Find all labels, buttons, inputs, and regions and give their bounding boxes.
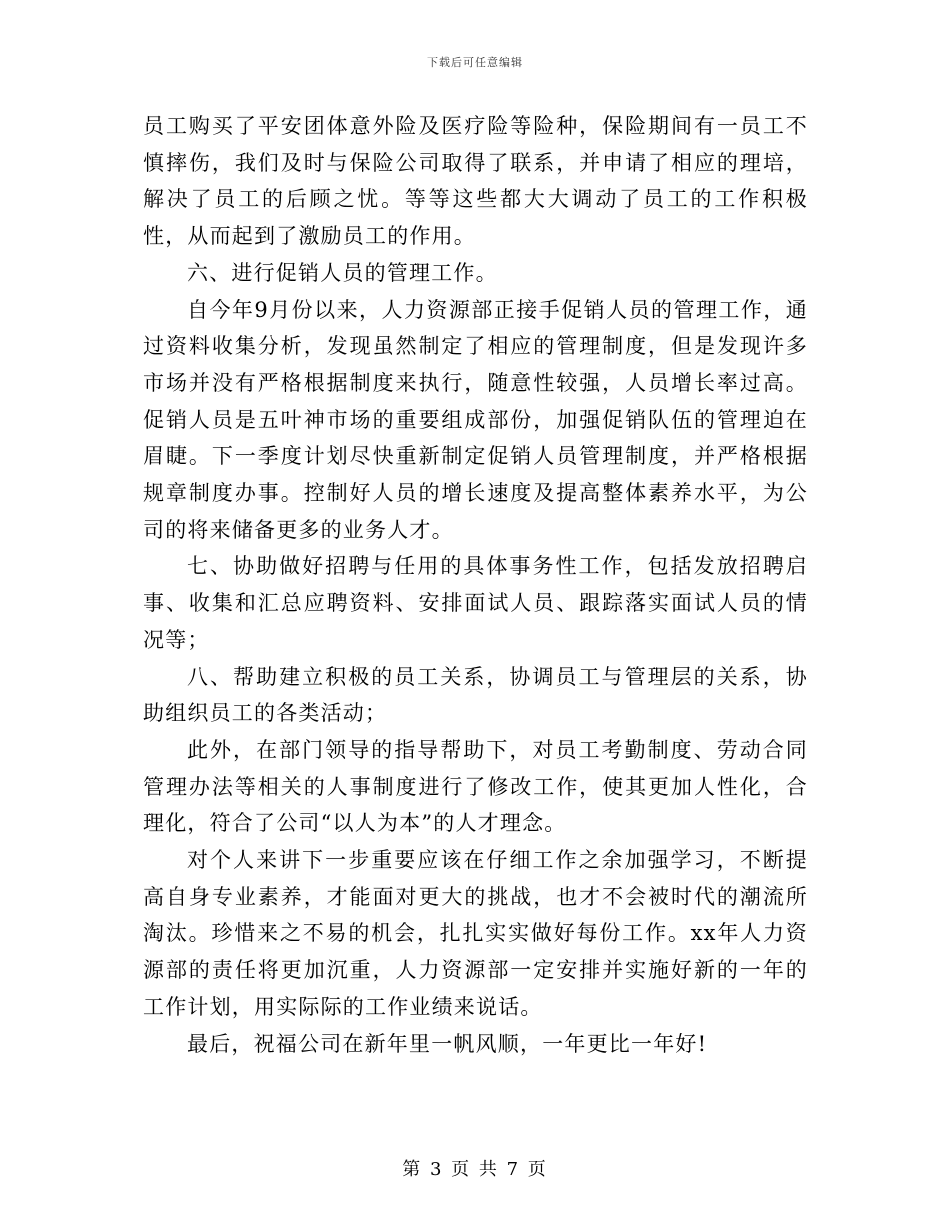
section-item-7: 七、协助做好招聘与任用的具体事务性工作，包括发放招聘启事、收集和汇总应聘资料、安排面试人员、跟踪落实面试人员的情况等； [143, 554, 808, 652]
document-body [143, 108, 808, 1062]
section-heading-6: 六、进行促销人员的管理工作。 [187, 260, 498, 285]
paragraph-promotion-staff: 自今年9月份以来，人力资源部正接手促销人员的管理工作，通过资料收集分析，发现虽然制定了相应的管理制度，但是发现许多市场并没有严格根据制度来执行，随意性较强，人员增长率过高。促销人员是五叶神市场的重要组成部份，加强促销队伍的管理迫在眉睫。下一季度计划尽快重新制定促销人员管理制度，并严格根据规章制度办事。控制好人员的增长速度及提高整体素养水平，为公司的将来储备更多的业务人才。 [143, 297, 808, 542]
paragraph-personal-plan: 对个人来讲下一步重要应该在仔细工作之余加强学习，不断提高自身专业素养，才能面对更大的挑战，也才不会被时代的潮流所淘汰。珍惜来之不易的机会，扎扎实实做好每份工作。xx年人力资源部的责任将更加沉重，人力资源部一定安排并实施好新的一年的工作计划，用实际际的工作业绩来说话。 [143, 848, 808, 1019]
page-header: 下载后可任意编辑 [427, 56, 523, 69]
section-item-8: 八、帮助建立积极的员工关系，协调员工与管理层的关系，协助组织员工的各类活动； [143, 664, 808, 726]
paragraph-1: 员工购买了平安团体意外险及医疗险等险种，保险期间有一员工不慎摔伤，我们及时与保险公司取得了联系，并申请了相应的理培，解决了员工的后顾之忧。等等这些都大大调动了员工的工作积极性，从而起到了激励员工的作用。 [143, 114, 808, 249]
page-number-footer: 第 3 页 共 7 页 [402, 1159, 548, 1180]
paragraph-closing-wish: 最后，祝福公司在新年里一帆风顺，一年更比一年好! [187, 1031, 708, 1056]
paragraph-additionally: 此外，在部门领导的指导帮助下，对员工考勤制度、劳动合同管理办法等相关的人事制度进行了修改工作，使其更加人性化，合理化，符合了公司“以人为本”的人才理念。 [143, 737, 808, 836]
